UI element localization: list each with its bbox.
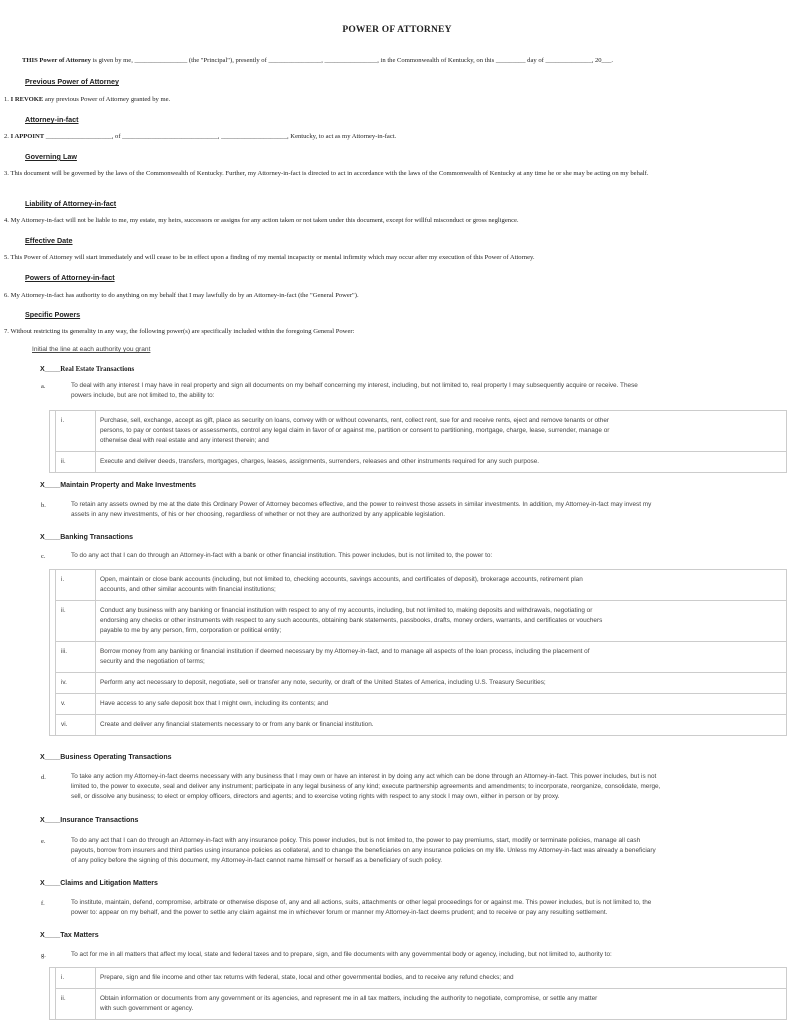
power-g-title: X____Tax Matters xyxy=(40,932,99,939)
clause-number: 1. xyxy=(4,96,9,103)
power-b-letter: b. xyxy=(41,502,46,509)
clause-lead: I REVOKE xyxy=(10,96,44,103)
table-row: ii. Execute and deliver deeds, transfers, mortgages, charges, leases, assignments, surrenders, releases and other instruments required for any such purpose. xyxy=(50,452,787,473)
heading-specific-powers: Specific Powers xyxy=(25,310,81,319)
heading-powers: Powers of Attorney-in-fact xyxy=(25,273,115,282)
power-g-text: To act for me in all matters that affect my local, state and federal taxes and to prepare, sign, and file documents with any governmental body or agency, including, but not limited to, authority to: xyxy=(71,951,612,958)
clause-number: 3. xyxy=(4,170,9,177)
intro-paragraph xyxy=(22,57,613,66)
table-row: i. Prepare, sign and file income and other tax returns with federal, state, local and other governmental bodies, and to receive any refund checks; and xyxy=(50,968,787,989)
table-row: i. Purchase, sell, exchange, accept as gift, place as security on loans, convey with or without covenants, rent, collect rent, sue for and receive rents, eject and remove tenants or other persons, to pay or contest taxes or assessments, control any legal claim in favor of or against me, partition or consent to partitioning, mortgage, charge, lease, surrender, manage or otherwise deal with real estate and any interest therein; and xyxy=(50,411,787,452)
power-a-items xyxy=(49,410,787,473)
power-d-text: To take any action my Attorney-in-fact deems necessary with any business that I may own or have an interest in by doing any act which can be done through an Attorney-in-fact. This power includes, but is not limited to, the power to execute, seal and deliver any instrument; participate in any legal business of any kind; execute partnership agreements and amendments; to incorporate, reorganize, consolidate, merge, sell, or dissolve any business; to elect or employ officers, directors and agents; and to exercise voting rights with respect to any stock I may own, either in person or by proxy. xyxy=(71,773,661,800)
power-b-text: To retain any assets owned by me at the date this Ordinary Power of Attorney becomes effective, and the power to reinvest those assets in similar investments. In addition, my Attorney-in-fact may invest my assets in any new investments, of his or her choosing, regardless of whether or not they are authorized by any applicable legislation. xyxy=(71,501,652,518)
clause-text: My Attorney-in-fact will not be liable to me, my estate, my heirs, successors or assigns for any action taken or not taken under this document, except for willful misconduct or gross negligence. xyxy=(10,217,519,224)
power-d-letter: d. xyxy=(41,774,46,781)
document-title: POWER OF ATTORNEY xyxy=(342,25,452,35)
heading-effective-date: Effective Date xyxy=(25,236,73,245)
power-f-letter: f. xyxy=(41,900,45,907)
power-e-title: X____Insurance Transactions xyxy=(40,817,139,824)
power-f-text: To institute, maintain, defend, compromise, arbitrate or otherwise dispose of, any and all actions, suits, attachments or other legal proceedings for or against me. This power includes, but is not limited to, the power to: appear on my behalf, and the power to settle any claim against me in whichever forum or manner my Attorney-in-fact deems prudent; and to receive or pay any resulting settlement. xyxy=(71,899,652,916)
heading-liability: Liability of Attorney-in-fact xyxy=(25,199,117,208)
grant-instruction: Initial the line at each authority you grant xyxy=(32,346,151,353)
clause-2 xyxy=(4,133,396,142)
table-row: v. Have access to any safe deposit box that I might own, including its contents; and xyxy=(50,694,787,715)
clause-lead: I APPOINT xyxy=(10,133,45,140)
intro-lead: THIS Power of Attorney xyxy=(22,57,91,64)
clause-text: My Attorney-in-fact has authority to do anything on my behalf that I may lawfully do by an Attorney-in-fact (the "General Power"). xyxy=(10,292,359,299)
power-e-text: To do any act that I can do through an Attorney-in-fact with any insurance policy. This power includes, but is not limited to, the power to pay premiums, start, modify or terminate policies, manage all cash payouts, borrow from insurers and third parties using insurance policies as collateral, and to change the beneficiaries on any insurance policies on my life. Unless my Attorney-in-fact was already a beneficiary of any policy before the signing of this document, my Attorney-in-fact cannot name himself or herself as a beneficiary of such policy. xyxy=(71,837,656,864)
initial-line[interactable]: X____ xyxy=(40,482,61,489)
clause-3 xyxy=(4,170,778,179)
clause-5 xyxy=(4,254,535,263)
power-c-letter: c. xyxy=(41,553,46,560)
table-row: iv. Perform any act necessary to deposit, negotiate, sell or transfer any note, security, or draft of the United States of America, including U.S. Treasury Securities; xyxy=(50,673,787,694)
power-a-letter: a. xyxy=(41,383,46,390)
heading-governing-law: Governing Law xyxy=(25,152,77,161)
clause-text: ____________________, of _____________________________, ____________________, Kentucky, to act as my Attorney-in-fact. xyxy=(44,133,397,140)
power-c-text: To do any act that I can do through an Attorney-in-fact with a bank or other financial institution. This power includes, but is not limited to, the power to: xyxy=(71,552,493,559)
clause-number: 2. xyxy=(4,133,9,140)
clause-4 xyxy=(4,217,519,226)
initial-line[interactable]: X____ xyxy=(40,932,61,939)
power-g-letter: g. xyxy=(41,952,46,959)
initial-line[interactable]: X____ xyxy=(40,880,61,887)
power-a-text: To deal with any interest I may have in real property and sign all documents on my behalf concerning my interest, including, but not limited to, real property I may subsequently acquire or receive. These powers include, but are not limited to, the ability to: xyxy=(71,382,638,399)
power-b-title: X____Maintain Property and Make Investments xyxy=(40,482,197,489)
power-c-items xyxy=(49,569,787,736)
clause-7 xyxy=(4,328,354,337)
power-a-title: X____Real Estate Transactions xyxy=(40,365,135,373)
clause-text: This Power of Attorney will start immediately and will cease to be in effect upon a finding of my mental incapacity or mental infirmity which may occur after my execution of this Power of Attorney. xyxy=(10,254,535,261)
power-d-title: X____Business Operating Transactions xyxy=(40,754,172,761)
initial-line[interactable]: X____ xyxy=(40,754,61,761)
initial-line[interactable]: X____ xyxy=(40,817,61,824)
clause-6 xyxy=(4,292,359,301)
clause-text: Without restricting its generality in any way, the following power(s) are specifically included within the foregoing General Power: xyxy=(10,328,355,335)
initial-line[interactable]: X____ xyxy=(40,534,61,541)
clause-number: 4. xyxy=(4,217,9,224)
power-g-items xyxy=(49,967,787,1020)
power-f-title: X____Claims and Litigation Matters xyxy=(40,880,158,887)
table-row: ii. Conduct any business with any banking or financial institution with respect to any of my accounts, including, but not limited to, making deposits and withdrawals, negotiating or endorsing any checks or other instruments with respect to any such accounts, obtaining bank statements, passbooks, drafts, money orders, warrants, and certificates or vouchers payable to me by any person, firm, corporation or political entity; xyxy=(50,601,787,642)
power-e-letter: e. xyxy=(41,838,46,845)
initial-line[interactable]: X____ xyxy=(40,366,61,373)
clause-text: any previous Power of Attorney granted by me. xyxy=(43,96,171,103)
heading-previous-poa: Previous Power of Attorney xyxy=(25,77,119,86)
power-c-title: X____Banking Transactions xyxy=(40,534,133,541)
intro-text: is given by me, ________________ (the "Principal"), presently of ________________, ________________, in the Commonwealth of Kentucky, on this _________ day of ______________, 20___. xyxy=(90,57,614,64)
clause-number: 6. xyxy=(4,292,9,299)
table-row: i. Open, maintain or close bank accounts (including, but not limited to, checking accounts, savings accounts, and certificates of deposit), brokerage accounts, retirement plan accounts, and other similar accounts with financial institutions; xyxy=(50,570,787,601)
table-row: iii. Borrow money from any banking or financial institution if deemed necessary by my Attorney-in-fact, and to manage all aspects of the loan process, including the placement of security and the negotiation of terms; xyxy=(50,642,787,673)
clause-1 xyxy=(4,96,170,105)
clause-text: This document will be governed by the laws of the Commonwealth of Kentucky. Further, my Attorney-in-fact is directed to act in accordance with the laws of the Commonwealth of Kentucky at any time he or she may be acting on my behalf. xyxy=(10,170,649,177)
table-row: ii. Obtain information or documents from any government or its agencies, and represent me in all tax matters, including the authority to negotiate, compromise, or settle any matter with such government or agency. xyxy=(50,989,787,1020)
clause-number: 7. xyxy=(4,328,9,335)
table-row: vi. Create and deliver any financial statements necessary to or from any bank or financial institution. xyxy=(50,715,787,736)
clause-number: 5. xyxy=(4,254,9,261)
heading-attorney-in-fact: Attorney-in-fact xyxy=(25,115,79,124)
